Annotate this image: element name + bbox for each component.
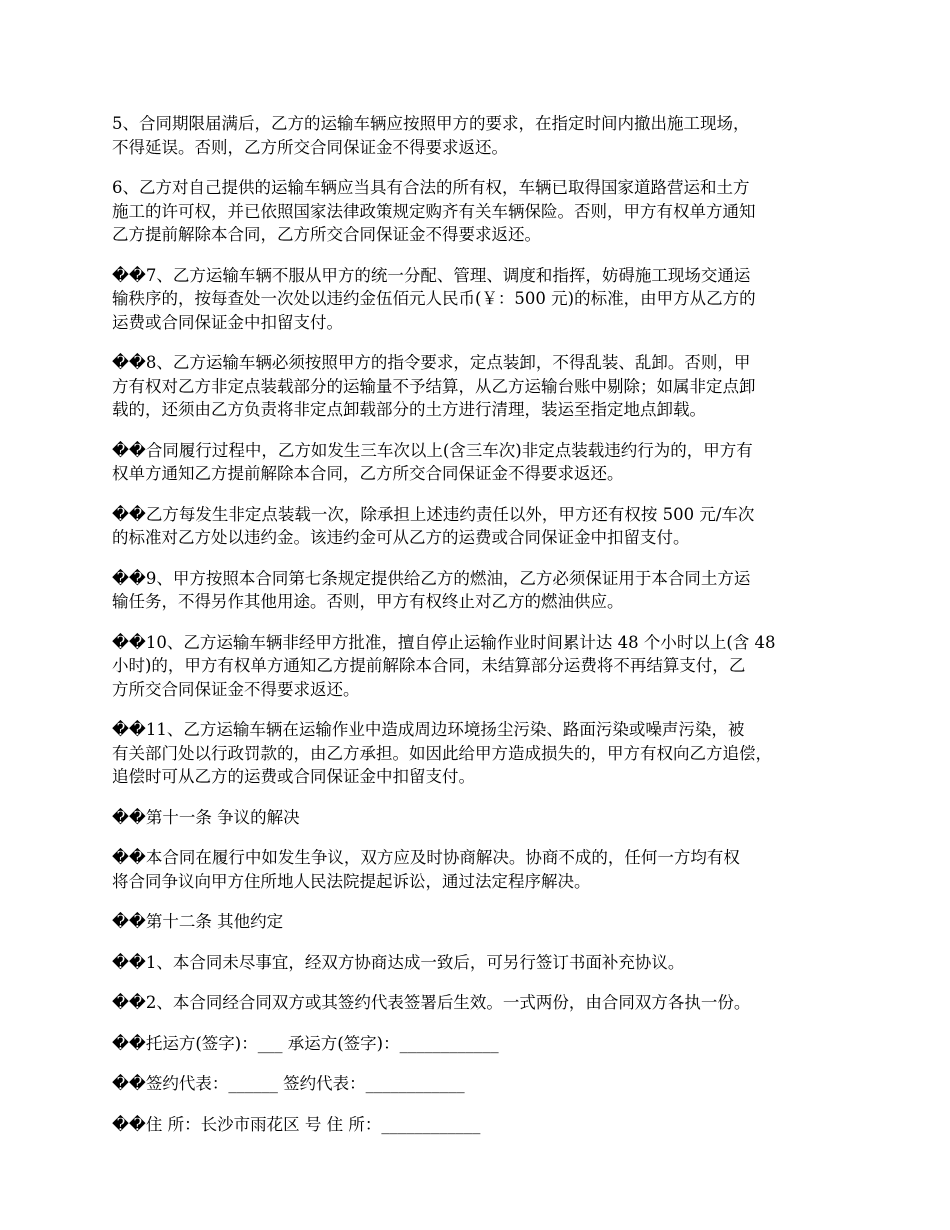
- text-line: ��10、乙方运输车辆非经甲方批准，擅自停止运输作业时间累计达 48 个小时以上(含 48: [112, 632, 776, 652]
- text-line: ��7、乙方运输车辆不服从甲方的统一分配、管理、调度和指挥，妨碍施工现场交通运: [112, 265, 751, 285]
- paragraph-8-fixed-point-loading: [112, 351, 860, 422]
- signature-line-address: [112, 1113, 860, 1137]
- text-line: ��2、本合同经合同双方或其签约代表签署后生效。一式两份，由合同双方各执一份。: [112, 993, 751, 1012]
- text-line: 方所交合同保证金不得要求返还。: [112, 679, 360, 699]
- signature-line-representatives: [112, 1072, 860, 1096]
- text-line: 输任务，不得另作其他用途。否则，甲方有权终止对乙方的燃油供应。: [112, 592, 624, 611]
- text-line: 乙方提前解除本合同，乙方所交合同保证金不得要求返还。: [112, 225, 541, 244]
- text-line: 小时)的，甲方有权单方通知乙方提前解除本合同，未结算部分运费将不再结算支付，乙: [112, 656, 746, 675]
- paragraph-5-withdraw-vehicles: [112, 112, 860, 159]
- text-line: 运费或合同保证金中扣留支付。: [112, 312, 343, 332]
- signature-text: ��签约代表：______ 签约代表：____________: [112, 1074, 465, 1093]
- text-line: 5、合同期限届满后，乙方的运输车辆应按照甲方的要求，在指定时间内撤出施工现场，: [112, 114, 750, 133]
- text-line: 方有权对乙方非定点装载部分的运输量不予结算，从乙方运输台账中剔除；如属非定点卸: [112, 376, 756, 396]
- text-line: ��11、乙方运输车辆在运输作业中造成周边环境扬尘污染、路面污染或噪声污染，被: [112, 720, 745, 739]
- paragraph-per-violation-penalty: [112, 503, 860, 550]
- text-line: 将合同争议向甲方住所地人民法院提起诉讼，通过法定程序解决。: [112, 871, 591, 891]
- document-body: [112, 112, 860, 1136]
- signature-line-parties: [112, 1032, 860, 1056]
- signature-text: ��住 所：长沙市雨花区 号 住 所：____________: [112, 1114, 481, 1134]
- paragraph-9-fuel-use: [112, 567, 860, 614]
- text-line: 不得延误。否则，乙方所交合同保证金不得要求返还。: [112, 137, 508, 157]
- text-line: ��乙方每发生非定点装载一次，除承担上述违约责任以外，甲方还有权按 500 元/车次: [112, 504, 755, 524]
- text-line: 载的，还须由乙方负责将非定点卸载部分的土方进行清理，装运至指定地点卸载。: [112, 400, 706, 419]
- article-11-heading: [112, 806, 860, 830]
- text-line: 追偿时可从乙方的运费或合同保证金中扣留支付。: [112, 767, 475, 786]
- paragraph-7-dispatch-compliance: [112, 264, 860, 335]
- paragraph-repeated-violation: [112, 439, 860, 486]
- text-line: ��本合同在履行中如发生争议，双方应及时协商解决。协商不成的，任何一方均有权: [112, 848, 740, 867]
- text-line: ��8、乙方运输车辆必须按照甲方的指令要求，定点装卸，不得乱装、乱卸。否则，甲: [112, 353, 751, 372]
- text-line: ��9、甲方按照本合同第七条规定提供给乙方的燃油，乙方必须保证用于本合同土方运: [112, 568, 751, 588]
- text-line: 施工的许可权，并已依照国家法律政策规定购齐有关车辆保险。否则，甲方有权单方通知: [112, 201, 756, 221]
- paragraph-effectiveness: [112, 991, 860, 1015]
- section-heading: ��第十一条 争议的解决: [112, 807, 300, 827]
- text-line: 权单方通知乙方提前解除本合同，乙方所交合同保证金不得要求返还。: [112, 464, 624, 483]
- text-line: 有关部门处以行政罚款的，由乙方承担。如因此给甲方造成损失的，甲方有权向乙方追偿，: [112, 743, 772, 763]
- text-line: 的标准对乙方处以违约金。该违约金可从乙方的运费或合同保证金中扣留支付。: [112, 528, 690, 547]
- paragraph-11-pollution: [112, 718, 860, 789]
- signature-text: ��托运方(签字)：___ 承运方(签字)：____________: [112, 1033, 499, 1053]
- text-line: 6、乙方对自己提供的运输车辆应当具有合法的所有权，车辆已取得国家道路营运和土方: [112, 178, 750, 197]
- paragraph-10-work-stoppage: [112, 631, 860, 702]
- paragraph-6-vehicle-ownership: [112, 176, 860, 247]
- text-line: 输秩序的，按每查处一次处以违约金伍佰元人民币(￥：500 元)的标准，由甲方从乙方的: [112, 289, 756, 308]
- section-heading: ��第十二条 其他约定: [112, 912, 284, 931]
- paragraph-supplementary-agreement: [112, 951, 860, 975]
- text-line: ��合同履行过程中，乙方如发生三车次以上(含三车次)非定点装载违约行为的，甲方有: [112, 440, 753, 460]
- paragraph-dispute-resolution: [112, 846, 860, 893]
- article-12-heading: [112, 910, 860, 934]
- text-line: ��1、本合同未尽事宜，经双方协商达成一致后，可另行签订书面补充协议。: [112, 952, 685, 972]
